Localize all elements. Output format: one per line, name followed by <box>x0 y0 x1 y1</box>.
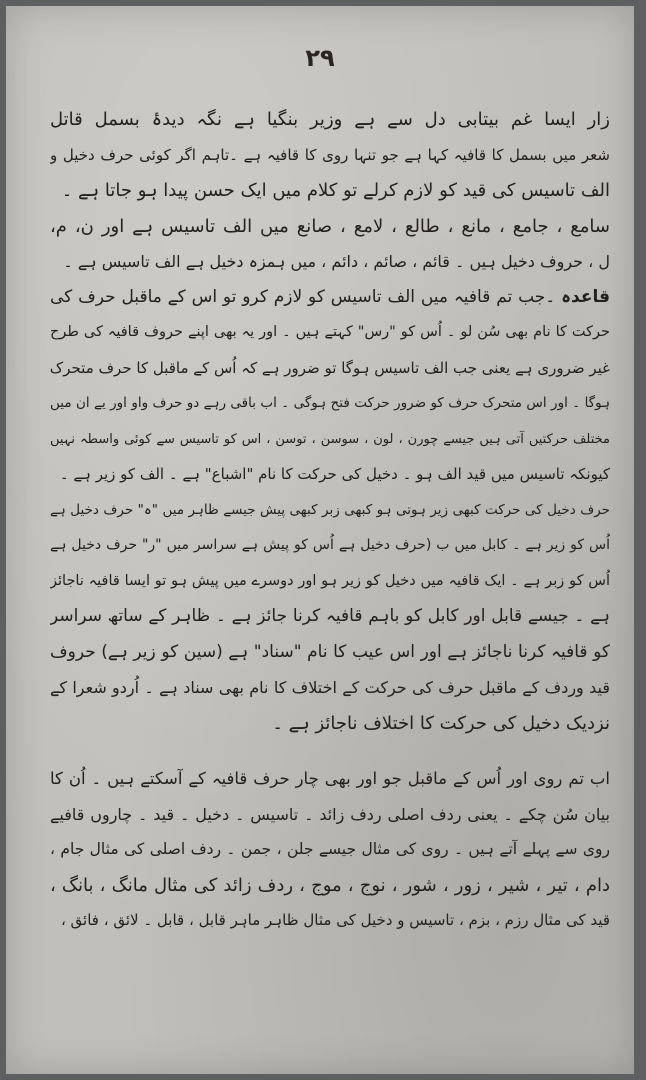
text-line: ہوگا ۔ اور اس متحرک حرف کو ضرور حرکت فتح ہوگی ۔ اب باقی رہے دو حرف واو اور یے ان میں <box>50 395 610 411</box>
text-line: اُس کو زبر ہے ۔ ایک قافیہ میں دخیل کو زیر ہو اور دوسرے میں پیش ہو تو ایسا قافیہ ناجائز <box>50 572 610 589</box>
text-line: سامع ، جامع ، مانع ، طالع ، لامع ، صانع میں الف تاسیس ہے اور ن، م، <box>50 215 610 237</box>
text-line: مختلف حرکتیں آتی ہیں جیسے چورن ، لون ، سوسن ، توسن ، اس کو تاسیس سے کوئی واسطہ نہیں <box>50 431 610 447</box>
text-line: ل ، حروف دخیل ہیں ۔ قائم ، صائم ، دائم ، میں ہمزہ دخیل ہے الف تاسیس ہے ۔ <box>63 252 610 271</box>
text-line: کو قافیہ کرنا ناجائز ہے اور اس عیب کا نام "سناد" ہے (سین کو زیر ہے) حروف <box>50 641 610 662</box>
text-line: اب تم روی اور اُس کے ماقبل جو اور بھی چار حرف قافیہ کے آسکتے ہیں ۔ اُن کا <box>50 769 610 788</box>
page-number: ۲۹ <box>305 44 335 72</box>
text-line: قید وردف کے ماقبل حرف کی حرکت کے اختلاف کا نام بھی سناد ہے ۔ اُردو شعرا کے <box>50 678 610 697</box>
text-line-with-heading <box>50 280 610 316</box>
paragraph-verse-explanation <box>50 102 610 209</box>
text-line: کیونکہ تاسیس میں قید الف ہو ۔ دخیل کی حرکت کا نام "اشباع" ہے ۔ الف کو زیر ہے ۔ <box>59 465 610 483</box>
text-line: بیان سُن چکے ۔ یعنی ردف اصلی ردف زائد ۔ تاسیس ۔ دخیل ۔ قید ۔ چاروں قافیے <box>50 804 610 824</box>
text-line: دام ، تیر ، شیر ، زور ، شور ، نوج ، موج ، ردف زائد کی مثال مانگ ، بانگ ، <box>50 874 610 896</box>
paragraph-examples <box>50 209 610 280</box>
text-line: ہے ۔ جیسے قابل اور کابل کو باہم قافیہ کرنا جائز ہے ۔ ظاہر کے ساتھ سراسر <box>50 606 610 626</box>
page-text <box>50 102 610 939</box>
text-line: ۔جب تم قافیہ میں الف تاسیس کو لازم کرو تو اس کے ماقبل حرف کی <box>50 286 562 307</box>
paragraph-gap <box>50 741 610 761</box>
text-line: حرکت کا نام بھی سُن لو ۔ اُس کو "رس" کہتے ہیں ۔ اور یہ بھی اپنے حروف قافیہ کی طرح <box>50 324 610 340</box>
text-line: روی سے پہلے آتے ہیں ۔ روی کی مثال جیسے جلن ، جمن ۔ ردف اصلی کی مثال جام ، <box>50 840 610 858</box>
paragraph-summary <box>50 761 610 939</box>
text-line: الف تاسیس کی قید کو لازم کرلے تو کلام میں ایک حسن پیدا ہو جاتا ہے ۔ <box>61 180 610 201</box>
text-line: نزدیک دخیل کی حرکت کا اختلاف ناجائز ہے ۔ <box>272 712 610 734</box>
paragraph-dakheel <box>50 493 610 742</box>
text-line: اُس کو زیر ہے ۔ کابل میں ب (حرف دخیل ہے اُس کو پیش ہے سراسر میں "ر" حرف دخیل ہے <box>50 537 610 553</box>
text-line: غیر ضروری ہے یعنی جب الف تاسیس ہوگا تو ضرور ہے کہ اُس کے ماقبل کا حرف متحرک <box>50 358 610 377</box>
paragraph-rule <box>50 280 610 493</box>
rule-heading: قاعدہ <box>561 286 610 307</box>
text-line: شعر میں بسمل کا قافیہ کہا ہے جو تنہا روی کا قافیہ ہے ۔تاہم اگر کوئی حرف دخیل و <box>50 145 610 164</box>
text-line: حرف دخیل کی حرکت کبھی زیر ہوتی ہو کبھی زبر کبھی پیش جیسے ظاہر میں "ہ" حرف دخیل ہے <box>50 501 610 518</box>
book-page <box>6 6 634 1074</box>
text-line: زار ایسا غم بیتابی دل سے ہے وزیر بنگیا ہے نگہ دیدۂ بسمل قاتل <box>50 109 610 130</box>
text-line: قید کی مثال رزم ، بزم ، تاسیس و دخیل کی مثال ظاہر ماہر قابل ، قابل ۔ لائق ، فائق ، <box>60 911 610 929</box>
